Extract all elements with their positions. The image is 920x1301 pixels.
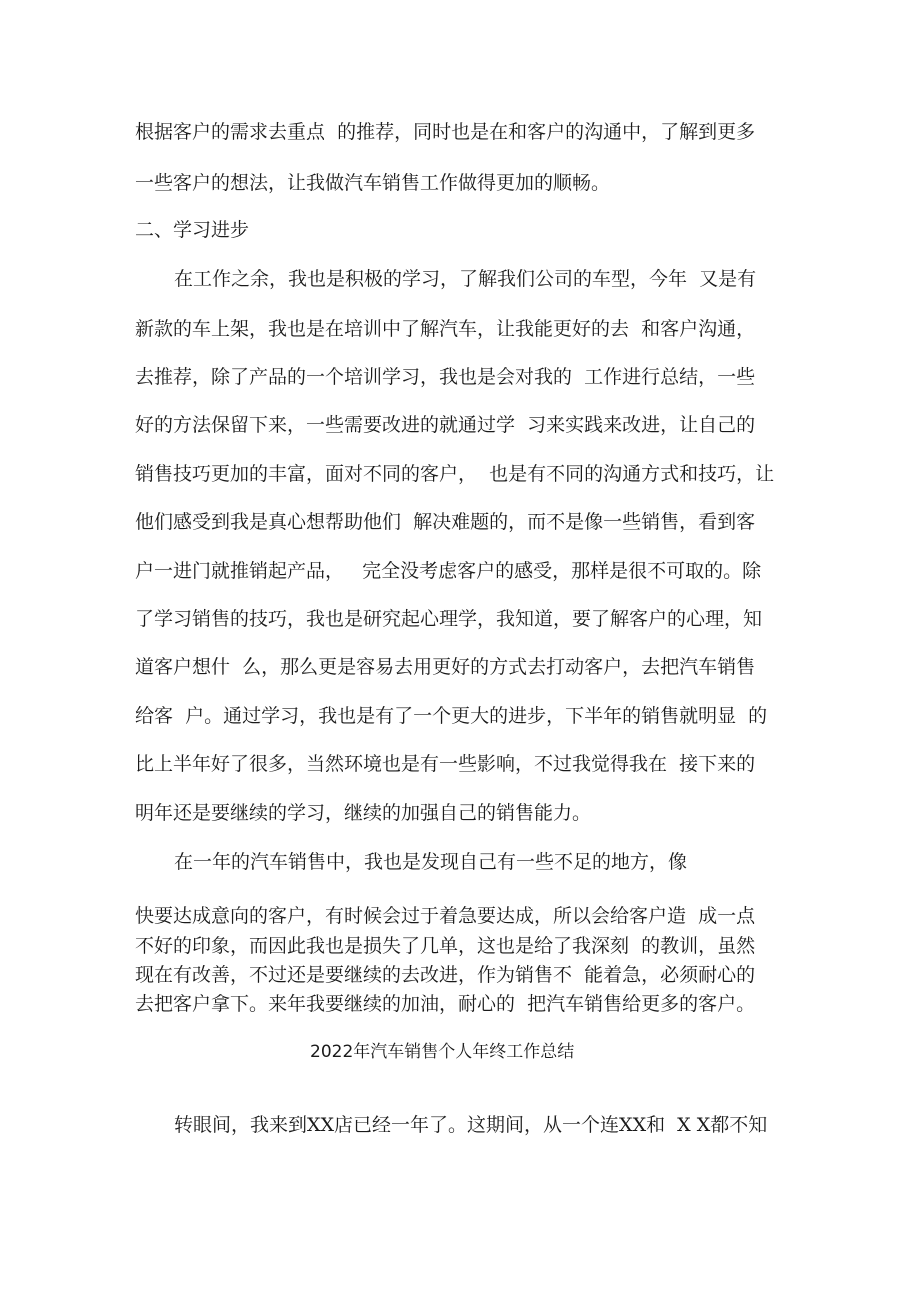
body-line-19: 去把客户拿下。来年我要继续的加油，耐心的 把汽车销售给更多的客户。 — [135, 993, 756, 1015]
article-title: 2022年汽车销售个人年终工作总结 — [310, 1042, 575, 1062]
body-line-7: 销售技巧更加的丰富，面对不同的客户， 也是有不同的沟通方式和技巧，让 — [135, 463, 775, 485]
section-heading: 二、学习进步 — [135, 219, 250, 241]
body-line-12: 给客 户。通过学习，我也是有了一个更大的进步，下半年的销售就明显 的 — [135, 705, 768, 727]
body-line-13: 比上半年好了很多，当然环境也是有一些影响，不过我觉得我在 接下来的 — [135, 753, 756, 775]
body-line-6: 好的方法保留下来，一些需要改进的就通过学 习来实践来改进，让自己的 — [135, 414, 756, 436]
body-line-4: 新款的车上架，我也是在培训中了解汽车，让我能更好的去 和客户沟通， — [135, 318, 756, 340]
body-line-16: 快要达成意向的客户，有时候会过于着急要达成，所以会给客户造 成一点 — [135, 905, 756, 927]
body-line-5: 去推荐，除了产品的一个培训学习，我也是会对我的 工作进行总结，一些 — [135, 366, 756, 388]
body-line-10: 了学习销售的技巧，我也是研究起心理学，我知道，要了解客户的心理，知 — [135, 608, 763, 630]
body-line-11: 道客户想什 么，那么更是容易去用更好的方式去打动客户，去把汽车销售 — [135, 656, 756, 678]
body-line-1: 根据客户的需求去重点 的推荐，同时也是在和客户的沟通中，了解到更多 — [135, 121, 756, 143]
body-line-20: 转眼间，我来到XX店已经一年了。这期间，从一个连XX和 X X都不知 — [174, 1114, 768, 1136]
body-line-8: 他们感受到我是真心想帮助他们 解决难题的，而不是像一些销售，看到客 — [135, 511, 756, 533]
body-line-18: 现在有改善，不过还是要继续的去改进，作为销售不 能着急，必须耐心的 — [135, 964, 756, 986]
body-line-9: 户一进门就推销起产品， 完全没考虑客户的感受，那样是很不可取的。除 — [135, 560, 762, 582]
body-line-15: 在一年的汽车销售中，我也是发现自己有一些不足的地方，像 — [174, 851, 688, 873]
body-line-14: 明年还是要继续的学习，继续的加强自己的销售能力。 — [135, 802, 592, 824]
body-line-17: 不好的印象，而因此我也是损失了几单，这也是给了我深刻 的教训，虽然 — [135, 935, 756, 957]
body-line-2: 一些客户的想法，让我做汽车销售工作做得更加的顺畅。 — [135, 172, 611, 194]
body-line-3: 在工作之余，我也是积极的学习，了解我们公司的车型，今年 又是有 — [174, 268, 757, 290]
